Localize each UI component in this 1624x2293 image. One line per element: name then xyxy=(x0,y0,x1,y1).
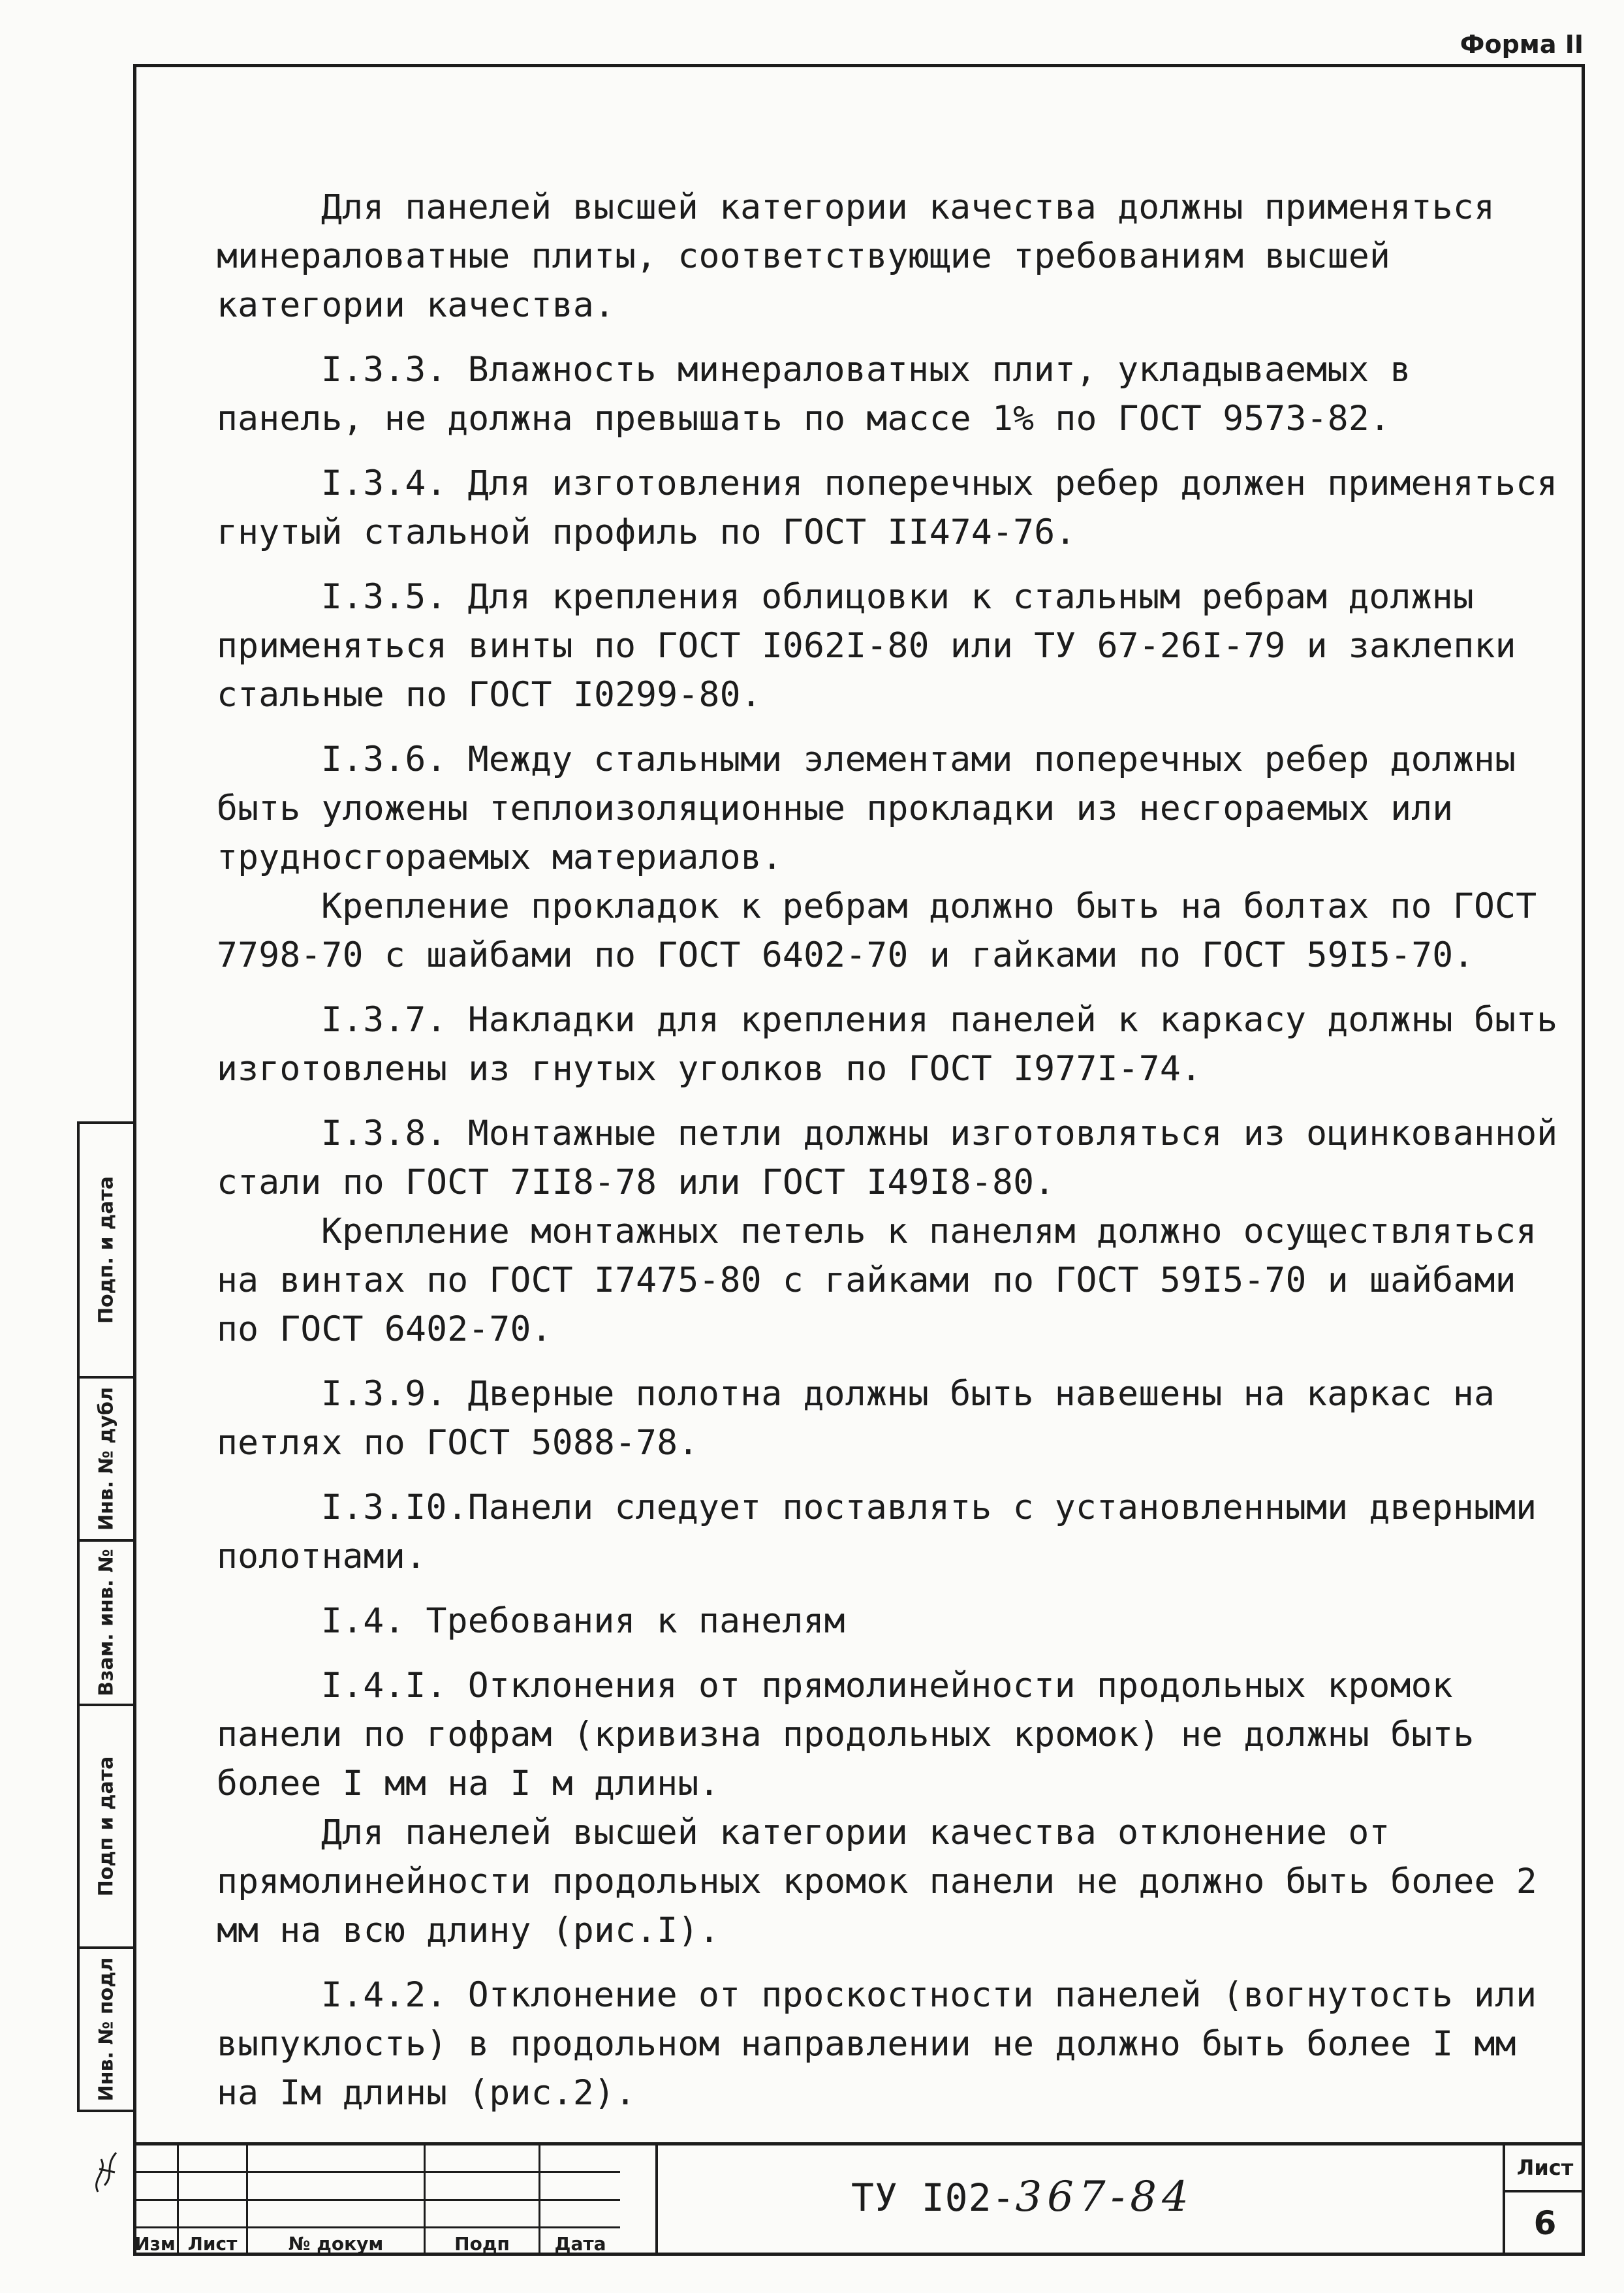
document-code-prefix: ТУ I02- xyxy=(851,2176,1016,2220)
document-code xyxy=(851,2173,1194,2221)
side-stamp-label: Инв. № подл xyxy=(95,1957,118,2102)
paragraph: Для панелей высшей категории качества должны применяться минераловатные плиты, соответствующие требованиям высшей категории качества. xyxy=(217,187,1495,325)
side-stamp-signature-date xyxy=(80,1124,133,1379)
paragraph: I.4.I. Отклонения от прямолинейности продольных кромок панели по гофрам (кривизна продольных кромок) не должны быть более I мм на I м длины. xyxy=(217,1666,1475,1803)
side-stamp xyxy=(77,1121,133,2112)
col-label-doc-number: № докум xyxy=(248,2228,426,2256)
document-body xyxy=(217,183,1561,2133)
side-stamp-dup-number xyxy=(80,1379,133,1542)
sheet-box xyxy=(1503,2145,1585,2256)
side-stamp-label: Подп. и дата xyxy=(95,1176,118,1324)
document-code-handwritten: 367-84 xyxy=(1015,2173,1194,2221)
side-stamp-label: Взам. инв. № xyxy=(95,1549,118,1696)
side-stamp-label: Инв. № дубл xyxy=(95,1387,118,1531)
side-stamp-label: Подп и дата xyxy=(95,1756,118,1897)
sheet-number: 6 xyxy=(1533,2204,1557,2242)
paragraph: I.4. Требования к панелям xyxy=(321,1601,845,1641)
paragraph: Крепление монтажных петель к панелям должно осуществляться на винтах по ГОСТ I7475-80 с гайками по ГОСТ 59I5-70 и шайбами по ГОСТ 6402-70. xyxy=(217,1211,1537,1349)
side-stamp-original-number xyxy=(80,1949,133,2110)
col-label-change: Изм xyxy=(133,2228,179,2256)
title-block xyxy=(133,2142,1585,2256)
paragraph: I.3.9. Дверные полотна должны быть навешены на каркас на петлях по ГОСТ 5088-78. xyxy=(217,1374,1495,1463)
paragraph: I.4.2. Отклонение от проскостности панелей (вогнутость или выпуклость) в продольном направлении не должно быть более I мм на Iм длины (рис.2). xyxy=(217,1975,1537,2113)
form-label: Форма II xyxy=(1460,30,1584,59)
col-label-signature: Подп xyxy=(426,2228,540,2256)
paragraph: I.3.4. Для изготовления поперечных ребер должен применяться гнутый стальной профиль по ГОСТ II474-76. xyxy=(217,463,1558,552)
side-stamp-signature-date-2 xyxy=(80,1706,133,1949)
paragraph: Для панелей высшей категории качества отклонение от прямолинейности продольных кромок панели не должно быть более 2 мм на всю длину (рис.I). xyxy=(217,1813,1537,1950)
paragraph: I.3.3. Влажность минераловатных плит, укладываемых в панель, не должна превышать по массе 1% по ГОСТ 9573-82. xyxy=(217,350,1411,439)
paragraph: Крепление прокладок к ребрам должно быть на болтах по ГОСТ 7798-70 с шайбами по ГОСТ 6402-70 и гайками по ГОСТ 59I5-70. xyxy=(217,886,1537,975)
col-label-sheet: Лист xyxy=(179,2228,248,2256)
col-label-date: Дата xyxy=(554,2233,606,2254)
side-stamp-replace-number xyxy=(80,1542,133,1706)
sheet-label: Лист xyxy=(1505,2145,1585,2192)
paragraph: I.3.I0.Панели следует поставлять с установленными дверными полотнами. xyxy=(217,1488,1537,1576)
paragraph: I.3.5. Для крепления облицовки к стальным ребрам должны применяться винты по ГОСТ I062I-80 или ТУ 67-26I-79 и заклепки стальные по ГОСТ I0299-80. xyxy=(217,577,1516,715)
paragraph: I.3.7. Накладки для крепления панелей к каркасу должны быть изготовлены из гнутых уголков по ГОСТ I977I-74. xyxy=(217,1000,1558,1089)
paragraph: I.3.6. Между стальными элементами поперечных ребер должны быть уложены теплоизоляционные прокладки из несгораемых или трудносгораемых материалов. xyxy=(217,740,1516,877)
paragraph: I.3.8. Монтажные петли должны изготовляться из оцинкованной стали по ГОСТ 7II8-78 или ГОСТ I49I8-80. xyxy=(217,1114,1558,1202)
handwritten-signature xyxy=(85,2133,131,2205)
revision-table xyxy=(133,2145,658,2256)
